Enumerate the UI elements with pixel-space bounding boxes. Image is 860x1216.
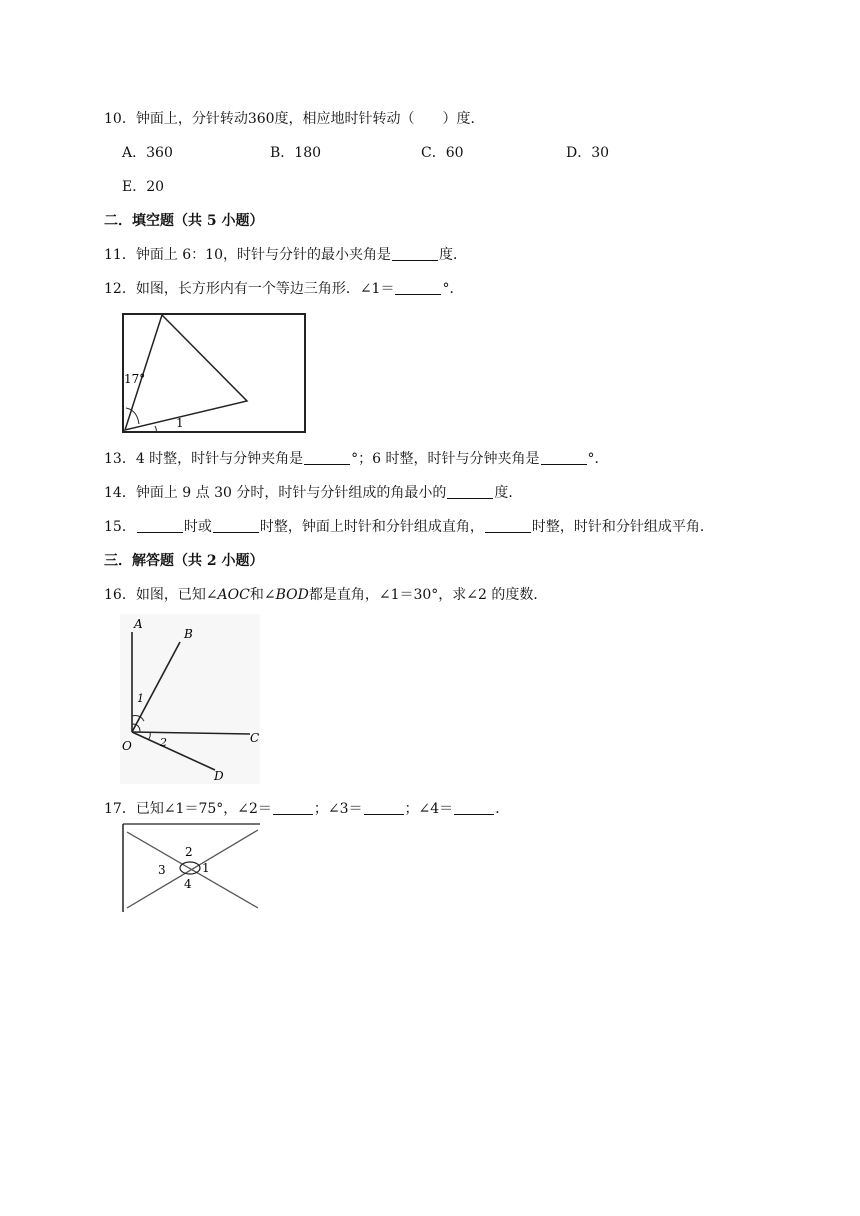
- option-letter: D．: [566, 145, 592, 161]
- angle-bod: BOD: [275, 587, 309, 603]
- q17-text-4: ；∠4＝: [404, 801, 454, 817]
- q16-text-and: 和∠: [249, 587, 276, 603]
- answer-blank[interactable]: [213, 518, 259, 533]
- q15-text-1: 时或: [183, 519, 212, 535]
- q13-text-mid: °；6 时整，时针与分钟夹角是: [351, 451, 540, 467]
- label-b: B: [184, 627, 193, 641]
- q16-text: 16．如图，已知∠: [104, 587, 218, 603]
- section-fill-in-title: 二．填空题（共 5 小题）: [104, 213, 264, 229]
- label-c: C: [250, 731, 260, 745]
- answer-blank[interactable]: [392, 246, 438, 261]
- angle-label-17: 17°: [124, 372, 146, 386]
- answer-blank[interactable]: [447, 484, 493, 499]
- angle-label-1: 1: [176, 416, 184, 430]
- q15-text-end: 时整，时针和分针组成平角．: [531, 519, 714, 535]
- option-letter: C．: [421, 145, 446, 161]
- option-letter: E．: [122, 179, 147, 195]
- q10-option-e[interactable]: [122, 177, 164, 197]
- label-angle-1: 1: [202, 861, 210, 875]
- option-value: 60: [445, 145, 464, 161]
- q12-figure: [121, 312, 307, 434]
- q12-text: 12．如图，长方形内有一个等边三角形．∠1＝: [104, 281, 395, 297]
- q13: [104, 449, 609, 469]
- label-d: D: [214, 769, 224, 783]
- answer-blank[interactable]: [485, 518, 531, 533]
- q10-option-d[interactable]: [566, 143, 609, 163]
- answer-blank[interactable]: [304, 450, 350, 465]
- q14: [104, 483, 522, 503]
- q15-number: 15．: [104, 519, 136, 535]
- q12: [104, 279, 463, 299]
- q17-figure: [122, 822, 262, 914]
- label-angle-3: 3: [158, 863, 166, 877]
- q16-figure: [120, 614, 260, 784]
- q16-text-end: 都是直角，∠1＝30°，求∠2 的度数．: [308, 587, 548, 603]
- option-value: 30: [591, 145, 610, 161]
- answer-blank[interactable]: [273, 800, 313, 815]
- q13-text: 13．4 时整，时针与分钟夹角是: [104, 451, 304, 467]
- answer-blank[interactable]: [137, 518, 183, 533]
- q14-text: 14．钟面上 9 点 30 分时，时针与分针组成的角最小的: [104, 485, 447, 501]
- q17: [104, 799, 509, 819]
- option-letter: A．: [122, 145, 147, 161]
- label-a: A: [134, 617, 143, 631]
- q17-text: 17．已知∠1＝75°，∠2＝: [104, 801, 272, 817]
- q17-text-3: ；∠3＝: [313, 801, 363, 817]
- label-o: O: [122, 739, 132, 753]
- answer-blank[interactable]: [454, 800, 494, 815]
- q10-stem: 10．钟面上，分针转动360度，相应地时针转动（ ）度．: [104, 111, 485, 127]
- answer-blank[interactable]: [395, 280, 441, 295]
- q15-text-2: 时整，钟面上时针和分针组成直角，: [259, 519, 484, 535]
- q10-option-b[interactable]: [270, 143, 321, 163]
- q12-text-end: °．: [442, 281, 464, 297]
- answer-blank[interactable]: [541, 450, 587, 465]
- angle-aoc: AOC: [217, 587, 250, 603]
- rectangle-frame: [123, 314, 305, 432]
- option-letter: B．: [270, 145, 295, 161]
- label-angle-2: 2: [185, 845, 193, 859]
- label-angle-2: 2: [160, 736, 167, 749]
- section-answer-title: 三．解答题（共 2 小题）: [104, 553, 264, 569]
- option-value: 180: [294, 145, 322, 161]
- q16: [104, 585, 547, 605]
- option-value: 20: [146, 179, 165, 195]
- q11-text-end: 度．: [439, 247, 467, 263]
- q13-text-end: °．: [587, 451, 609, 467]
- q10-option-a[interactable]: [122, 143, 173, 163]
- q17-text-end: ．: [495, 801, 510, 817]
- q14-text-end: 度．: [494, 485, 523, 501]
- q15: [104, 517, 714, 537]
- answer-blank[interactable]: [364, 800, 404, 815]
- q11: [104, 245, 467, 265]
- option-value: 360: [146, 145, 173, 161]
- label-angle-4: 4: [184, 877, 192, 891]
- q10-option-c[interactable]: [421, 143, 464, 163]
- q11-text: 11．钟面上 6：10，时针与分针的最小夹角是: [104, 247, 391, 263]
- label-angle-1: 1: [137, 692, 144, 705]
